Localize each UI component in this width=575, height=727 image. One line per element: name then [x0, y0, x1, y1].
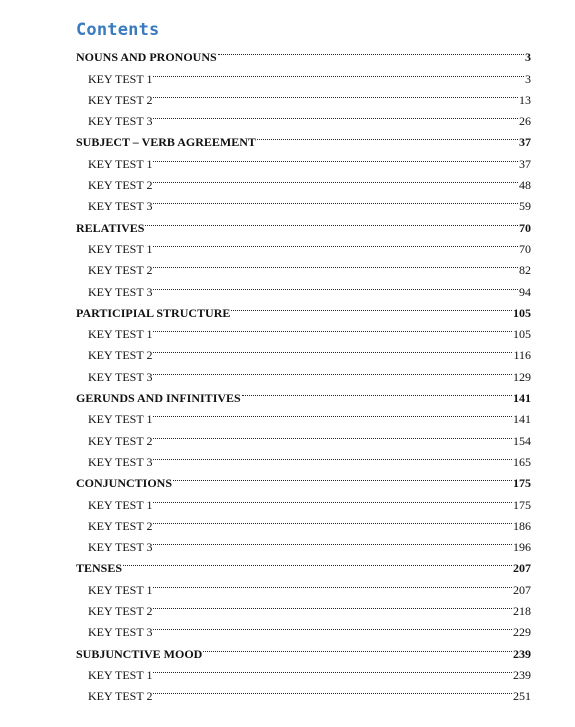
- dot-leader: [153, 61, 524, 82]
- dot-leader: [153, 402, 512, 423]
- toc-page-number: 105: [513, 327, 531, 342]
- toc-page-number: 82: [519, 263, 531, 278]
- toc-page-number: 37: [519, 135, 531, 150]
- dot-leader: [153, 594, 512, 615]
- toc-entry-title: KEY TEST 2: [88, 518, 153, 533]
- contents-heading: Contents: [76, 20, 160, 40]
- dot-leader: [153, 274, 518, 295]
- toc-page-number: 129: [513, 369, 531, 384]
- dot-leader: [153, 509, 512, 530]
- toc-entry-title: KEY TEST 3: [88, 284, 153, 299]
- dot-leader: [257, 125, 518, 146]
- toc-entry-title: KEY TEST 2: [88, 689, 153, 704]
- dot-leader: [153, 423, 512, 444]
- toc-page-number: 94: [519, 284, 531, 299]
- toc-page-number: 70: [519, 220, 531, 235]
- toc-entry-title: KEY TEST 3: [88, 540, 153, 555]
- toc-page-number: 70: [519, 241, 531, 256]
- toc-entry-title: KEY TEST 3: [88, 114, 153, 129]
- dot-leader: [153, 317, 512, 338]
- dot-leader: [203, 636, 512, 657]
- dot-leader: [153, 615, 512, 636]
- dot-leader: [153, 359, 512, 380]
- toc-section-entry[interactable]: [76, 551, 531, 576]
- dot-leader: [173, 466, 512, 487]
- toc-page-number: 196: [513, 540, 531, 555]
- toc-entry-title: SUBJECT – VERB AGREEMENT: [76, 135, 256, 150]
- dot-leader: [153, 104, 518, 125]
- toc-entry-title: RELATIVES: [76, 220, 145, 235]
- toc-page-number: 26: [519, 114, 531, 129]
- toc-entry-title: NOUNS AND PRONOUNS: [76, 50, 217, 65]
- toc-page-number: 251: [513, 689, 531, 704]
- toc-page-number: 59: [519, 199, 531, 214]
- toc-page-number: 3: [525, 50, 531, 65]
- toc-page-number: 116: [513, 348, 531, 363]
- dot-leader: [153, 83, 518, 104]
- toc-page-number: 239: [513, 667, 531, 682]
- dot-leader: [153, 658, 512, 679]
- toc-entry-title: KEY TEST 3: [88, 625, 153, 640]
- dot-leader: [153, 487, 512, 508]
- dot-leader: [153, 146, 518, 167]
- dot-leader: [153, 530, 512, 551]
- toc-entry-title: KEY TEST 2: [88, 263, 153, 278]
- toc-page-number: 141: [513, 391, 531, 406]
- toc-page-number: 175: [513, 476, 531, 491]
- toc-page-number: 141: [513, 412, 531, 427]
- dot-leader: [145, 210, 518, 231]
- toc-entry-title: KEY TEST 3: [88, 454, 153, 469]
- dot-leader: [153, 338, 512, 359]
- toc-entry-title: KEY TEST 2: [88, 433, 153, 448]
- toc-entry-title: KEY TEST 1: [88, 71, 153, 86]
- toc-entry-title: KEY TEST 3: [88, 369, 153, 384]
- toc-entry-title: PARTICIPIAL STRUCTURE: [76, 305, 231, 320]
- toc-entry-title: KEY TEST 2: [88, 348, 153, 363]
- dot-leader: [242, 381, 512, 402]
- toc-subentry[interactable]: [76, 572, 531, 597]
- toc-page-number: 105: [513, 305, 531, 320]
- toc-page-number: 154: [513, 433, 531, 448]
- toc-page-number: 218: [513, 604, 531, 619]
- toc-section-entry[interactable]: [76, 40, 531, 65]
- dot-leader: [123, 551, 512, 572]
- dot-leader: [153, 253, 518, 274]
- toc-page-number: 207: [513, 561, 531, 576]
- toc-page-number: 165: [513, 454, 531, 469]
- toc-entry-title: KEY TEST 3: [88, 199, 153, 214]
- dot-leader: [218, 40, 524, 61]
- toc-entry-title: KEY TEST 1: [88, 327, 153, 342]
- toc-entry-title: CONJUNCTIONS: [76, 476, 173, 491]
- toc-entry-title: KEY TEST 2: [88, 92, 153, 107]
- dot-leader: [153, 232, 518, 253]
- toc-entry-title: KEY TEST 1: [88, 582, 153, 597]
- toc-entry-title: KEY TEST 1: [88, 241, 153, 256]
- dot-leader: [153, 168, 518, 189]
- toc-page-number: 175: [513, 497, 531, 512]
- toc-page-number: 207: [513, 582, 531, 597]
- dot-leader: [153, 445, 512, 466]
- dot-leader: [231, 296, 512, 317]
- toc-page-number: 3: [525, 71, 531, 86]
- table-of-contents: [76, 40, 531, 704]
- toc-page-number: 13: [519, 92, 531, 107]
- toc-entry-title: GERUNDS AND INFINITIVES: [76, 391, 241, 406]
- toc-entry-title: KEY TEST 1: [88, 156, 153, 171]
- toc-entry-title: KEY TEST 1: [88, 667, 153, 682]
- toc-page-number: 48: [519, 178, 531, 193]
- toc-entry-title: SUBJUNCTIVE MOOD: [76, 646, 203, 661]
- toc-page-number: 186: [513, 518, 531, 533]
- toc-page-number: 229: [513, 625, 531, 640]
- toc-page-number: 37: [519, 156, 531, 171]
- toc-entry-title: KEY TEST 2: [88, 604, 153, 619]
- dot-leader: [153, 572, 512, 593]
- dot-leader: [153, 189, 518, 210]
- toc-entry-title: TENSES: [76, 561, 123, 576]
- dot-leader: [153, 679, 512, 700]
- toc-entry-title: KEY TEST 1: [88, 497, 153, 512]
- toc-entry-title: KEY TEST 2: [88, 178, 153, 193]
- toc-page-number: 239: [513, 646, 531, 661]
- toc-entry-title: KEY TEST 1: [88, 412, 153, 427]
